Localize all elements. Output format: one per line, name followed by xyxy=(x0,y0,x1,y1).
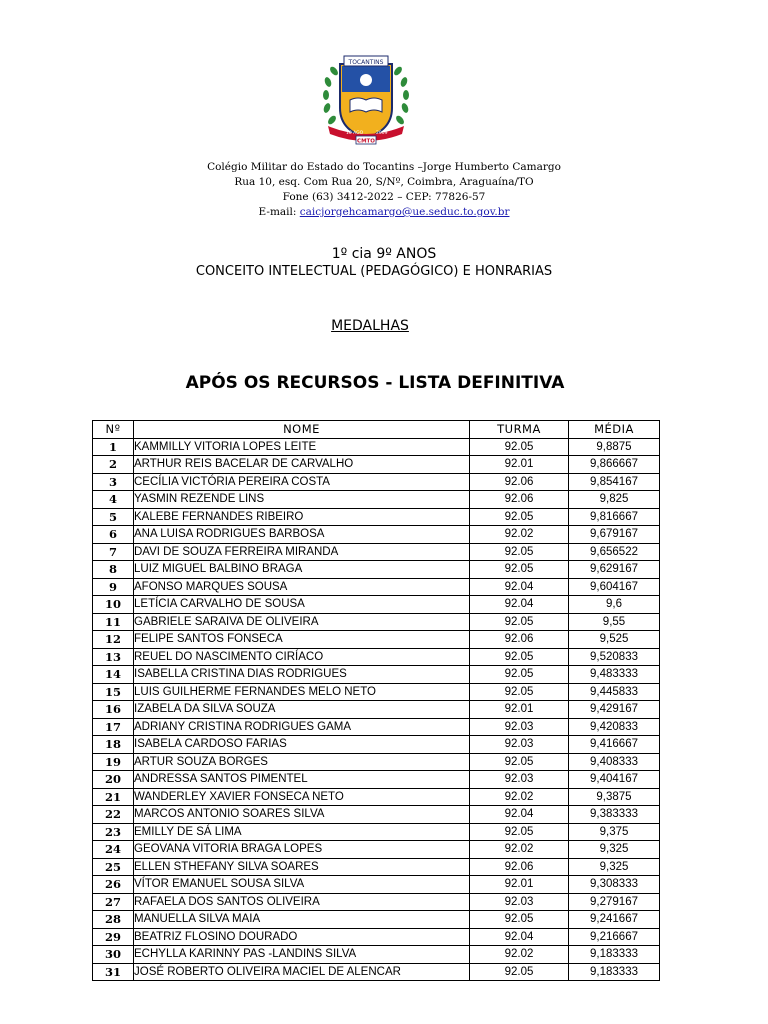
student-class: 92.05 xyxy=(470,648,569,666)
student-average: 9,3875 xyxy=(569,788,660,806)
student-name: LUIZ MIGUEL BALBINO BRAGA xyxy=(134,561,470,579)
header-class: TURMA xyxy=(470,421,569,439)
student-average: 9,483333 xyxy=(569,666,660,684)
school-name: Colégio Militar do Estado do Tocantins –Jorge Humberto Camargo xyxy=(207,161,561,173)
student-name: ELLEN STHEFANY SILVA SOARES xyxy=(134,858,470,876)
student-name: BEATRIZ FLOSINO DOURADO xyxy=(134,928,470,946)
student-class: 92.04 xyxy=(470,806,569,824)
student-name: GEOVANA VITORIA BRAGA LOPES xyxy=(134,841,470,859)
student-class: 92.01 xyxy=(470,456,569,474)
table-row xyxy=(93,701,660,719)
student-name: VÍTOR EMANUEL SOUSA SILVA xyxy=(134,876,470,894)
row-number: 19 xyxy=(93,753,134,771)
school-crest-logo xyxy=(318,50,414,146)
student-class: 92.04 xyxy=(470,578,569,596)
student-name: ISABELLA CRISTINA DIAS RODRIGUES xyxy=(134,666,470,684)
row-number: 25 xyxy=(93,858,134,876)
class-title: 1º cia 9º ANOS xyxy=(331,246,437,262)
table-row xyxy=(93,718,660,736)
row-number: 17 xyxy=(93,718,134,736)
student-class: 92.05 xyxy=(470,666,569,684)
student-name: LUIS GUILHERME FERNANDES MELO NETO xyxy=(134,683,470,701)
row-number: 10 xyxy=(93,596,134,614)
student-class: 92.02 xyxy=(470,526,569,544)
student-name: ARTHUR REIS BACELAR DE CARVALHO xyxy=(134,456,470,474)
table-row xyxy=(93,613,660,631)
student-average: 9,183333 xyxy=(569,946,660,964)
student-average: 9,308333 xyxy=(569,876,660,894)
student-average: 9,216667 xyxy=(569,928,660,946)
laurel-right-icon xyxy=(392,65,409,126)
row-number: 14 xyxy=(93,666,134,684)
table-row xyxy=(93,788,660,806)
student-name: FELIPE SANTOS FONSECA xyxy=(134,631,470,649)
row-number: 5 xyxy=(93,508,134,526)
student-class: 92.05 xyxy=(470,438,569,456)
ranking-table xyxy=(92,420,660,981)
row-number: 30 xyxy=(93,946,134,964)
student-name: GABRIELE SARAIVA DE OLIVEIRA xyxy=(134,613,470,631)
concept-title: CONCEITO INTELECTUAL (PEDAGÓGICO) E HONRARIAS xyxy=(195,264,553,279)
school-phone: Fone (63) 3412-2022 – CEP: 77826-57 xyxy=(282,191,486,203)
student-class: 92.02 xyxy=(470,841,569,859)
student-name: KALEBE FERNANDES RIBEIRO xyxy=(134,508,470,526)
student-name: REUEL DO NASCIMENTO CIRÍACO xyxy=(134,648,470,666)
student-average: 9,866667 xyxy=(569,456,660,474)
email-label: E-mail: xyxy=(258,206,300,218)
row-number: 13 xyxy=(93,648,134,666)
row-number: 29 xyxy=(93,928,134,946)
student-name: LETÍCIA CARVALHO DE SOUSA xyxy=(134,596,470,614)
student-average: 9,816667 xyxy=(569,508,660,526)
student-name: ANA LUISA RODRIGUES BARBOSA xyxy=(134,526,470,544)
student-name: WANDERLEY XAVIER FONSECA NETO xyxy=(134,788,470,806)
student-class: 92.06 xyxy=(470,858,569,876)
row-number: 23 xyxy=(93,823,134,841)
student-class: 92.02 xyxy=(470,946,569,964)
table-header-row xyxy=(93,421,660,439)
row-number: 11 xyxy=(93,613,134,631)
student-average: 9,525 xyxy=(569,631,660,649)
school-header xyxy=(0,160,768,220)
student-name: KAMMILLY VITORIA LOPES LEITE xyxy=(134,438,470,456)
student-average: 9,445833 xyxy=(569,683,660,701)
table-row xyxy=(93,858,660,876)
student-class: 92.06 xyxy=(470,473,569,491)
student-class: 92.06 xyxy=(470,491,569,509)
student-average: 9,279167 xyxy=(569,893,660,911)
student-average: 9,325 xyxy=(569,841,660,859)
student-class: 92.05 xyxy=(470,561,569,579)
open-book-icon xyxy=(350,98,382,112)
student-name: ECHYLLA KARINNY PAS -LANDINS SILVA xyxy=(134,946,470,964)
table-row xyxy=(93,683,660,701)
table-row xyxy=(93,771,660,789)
student-class: 92.05 xyxy=(470,753,569,771)
row-number: 27 xyxy=(93,893,134,911)
table-row xyxy=(93,928,660,946)
table-row xyxy=(93,508,660,526)
row-number: 21 xyxy=(93,788,134,806)
table-row xyxy=(93,578,660,596)
table-row xyxy=(93,596,660,614)
student-class: 92.05 xyxy=(470,963,569,981)
student-class: 92.02 xyxy=(470,788,569,806)
student-average: 9,404167 xyxy=(569,771,660,789)
medals-title: MEDALHAS xyxy=(331,318,409,334)
table-row xyxy=(93,473,660,491)
table-row xyxy=(93,491,660,509)
header-number: Nº xyxy=(93,421,134,439)
student-class: 92.04 xyxy=(470,596,569,614)
table-row xyxy=(93,841,660,859)
student-average: 9,520833 xyxy=(569,648,660,666)
student-average: 9,656522 xyxy=(569,543,660,561)
row-number: 8 xyxy=(93,561,134,579)
student-class: 92.04 xyxy=(470,928,569,946)
student-average: 9,6 xyxy=(569,596,660,614)
student-class: 92.03 xyxy=(470,736,569,754)
student-name: EMILLY DE SÁ LIMA xyxy=(134,823,470,841)
student-class: 92.03 xyxy=(470,771,569,789)
row-number: 28 xyxy=(93,911,134,929)
student-average: 9,241667 xyxy=(569,911,660,929)
row-number: 24 xyxy=(93,841,134,859)
table-row xyxy=(93,911,660,929)
student-average: 9,604167 xyxy=(569,578,660,596)
row-number: 22 xyxy=(93,806,134,824)
student-name: YASMIN REZENDE LINS xyxy=(134,491,470,509)
table-row xyxy=(93,753,660,771)
row-number: 12 xyxy=(93,631,134,649)
student-name: ADRIANY CRISTINA RODRIGUES GAMA xyxy=(134,718,470,736)
table-row xyxy=(93,526,660,544)
svg-text:CMTO: CMTO xyxy=(357,138,375,145)
student-average: 9,325 xyxy=(569,858,660,876)
row-number: 6 xyxy=(93,526,134,544)
student-average: 9,55 xyxy=(569,613,660,631)
student-class: 92.05 xyxy=(470,543,569,561)
student-average: 9,429167 xyxy=(569,701,660,719)
table-row xyxy=(93,543,660,561)
svg-text:TOCANTINS: TOCANTINS xyxy=(348,59,384,66)
row-number: 3 xyxy=(93,473,134,491)
row-number: 2 xyxy=(93,456,134,474)
student-average: 9,854167 xyxy=(569,473,660,491)
student-average: 9,679167 xyxy=(569,526,660,544)
student-class: 92.05 xyxy=(470,911,569,929)
student-name: MARCOS ANTONIO SOARES SILVA xyxy=(134,806,470,824)
table-row xyxy=(93,631,660,649)
student-class: 92.05 xyxy=(470,613,569,631)
school-address: Rua 10, esq. Com Rua 20, S/Nº, Coimbra, Araguaína/TO xyxy=(234,176,534,188)
svg-text:10 AGO: 10 AGO xyxy=(346,131,364,136)
row-number: 18 xyxy=(93,736,134,754)
student-average: 9,825 xyxy=(569,491,660,509)
student-name: JOSÉ ROBERTO OLIVEIRA MACIEL DE ALENCAR xyxy=(134,963,470,981)
table-row xyxy=(93,946,660,964)
table-row xyxy=(93,456,660,474)
row-number: 15 xyxy=(93,683,134,701)
row-number: 1 xyxy=(93,438,134,456)
email-link[interactable]: caicjorgehcamargo@ue.seduc.to.gov.br xyxy=(299,206,510,218)
table-row xyxy=(93,823,660,841)
row-number: 16 xyxy=(93,701,134,719)
table-row xyxy=(93,438,660,456)
student-name: CECÍLIA VICTÓRIA PEREIRA COSTA xyxy=(134,473,470,491)
svg-text:2009: 2009 xyxy=(376,131,388,136)
student-class: 92.05 xyxy=(470,683,569,701)
student-average: 9,183333 xyxy=(569,963,660,981)
student-name: RAFAELA DOS SANTOS OLIVEIRA xyxy=(134,893,470,911)
student-class: 92.06 xyxy=(470,631,569,649)
student-class: 92.05 xyxy=(470,823,569,841)
student-name: DAVI DE SOUZA FERREIRA MIRANDA xyxy=(134,543,470,561)
laurel-left-icon xyxy=(322,65,339,126)
student-average: 9,383333 xyxy=(569,806,660,824)
table-row xyxy=(93,963,660,981)
student-class: 92.01 xyxy=(470,701,569,719)
student-average: 9,408333 xyxy=(569,753,660,771)
row-number: 9 xyxy=(93,578,134,596)
student-class: 92.03 xyxy=(470,893,569,911)
student-average: 9,420833 xyxy=(569,718,660,736)
final-list-title: APÓS OS RECURSOS - LISTA DEFINITIVA xyxy=(185,373,565,393)
student-name: ARTUR SOUZA BORGES xyxy=(134,753,470,771)
header-name: NOME xyxy=(134,421,470,439)
student-average: 9,416667 xyxy=(569,736,660,754)
student-class: 92.05 xyxy=(470,508,569,526)
student-name: IZABELA DA SILVA SOUZA xyxy=(134,701,470,719)
student-class: 92.01 xyxy=(470,876,569,894)
student-name: ANDRESSA SANTOS PIMENTEL xyxy=(134,771,470,789)
school-email-line xyxy=(0,205,768,220)
table-row xyxy=(93,666,660,684)
table-row xyxy=(93,893,660,911)
table-row xyxy=(93,876,660,894)
student-class: 92.03 xyxy=(470,718,569,736)
student-name: AFONSO MARQUES SOUSA xyxy=(134,578,470,596)
student-name: MANUELLA SILVA MAIA xyxy=(134,911,470,929)
row-number: 31 xyxy=(93,963,134,981)
student-average: 9,8875 xyxy=(569,438,660,456)
table-row xyxy=(93,648,660,666)
table-row xyxy=(93,736,660,754)
row-number: 7 xyxy=(93,543,134,561)
table-row xyxy=(93,806,660,824)
student-name: ISABELA CARDOSO FARIAS xyxy=(134,736,470,754)
row-number: 4 xyxy=(93,491,134,509)
student-average: 9,375 xyxy=(569,823,660,841)
student-average: 9,629167 xyxy=(569,561,660,579)
row-number: 20 xyxy=(93,771,134,789)
table-row xyxy=(93,561,660,579)
table-body xyxy=(93,438,660,981)
row-number: 26 xyxy=(93,876,134,894)
header-average: MÉDIA xyxy=(569,421,660,439)
